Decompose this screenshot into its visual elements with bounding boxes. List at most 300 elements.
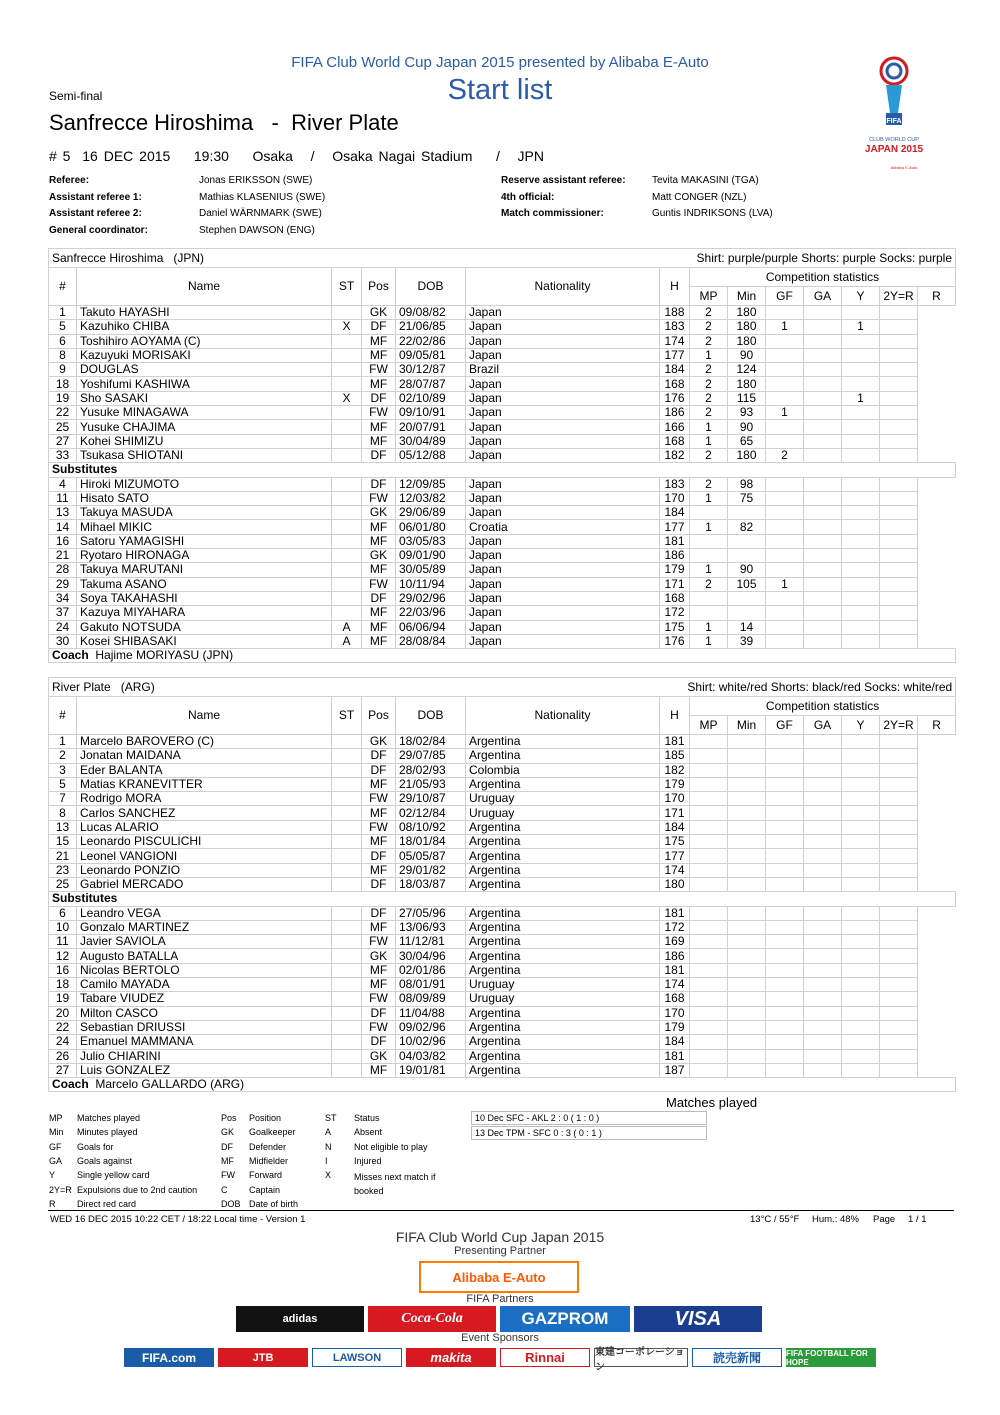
player-cell: 09/05/81 [396,348,466,362]
player-row [49,963,956,977]
player-cell: Colombia [466,763,660,777]
player-cell: Japan [466,334,660,348]
player-cell: 14 [728,620,766,634]
player-cell: 179 [660,777,690,791]
player-cell: 24 [49,620,77,634]
player-cell [842,792,880,806]
player-cell [880,520,918,534]
player-row [49,477,956,491]
player-cell: Luis GONZALEZ [77,1063,332,1077]
player-cell: Sho SASAKI [77,391,332,405]
player-cell: 181 [660,1049,690,1063]
player-cell [766,792,804,806]
player-cell: 2 [690,377,728,391]
player-cell: Emanuel MAMMANA [77,1035,332,1049]
player-cell [332,1020,362,1034]
player-row [49,406,956,420]
player-cell: 37 [49,606,77,620]
player-cell: Argentina [466,863,660,877]
player-cell [332,978,362,992]
player-cell: Camilo MAYADA [77,978,332,992]
player-cell: 27 [49,434,77,448]
player-cell [804,406,842,420]
player-cell: 168 [660,377,690,391]
player-cell [880,549,918,563]
player-cell: MF [362,534,396,548]
player-cell: Argentina [466,735,660,749]
player-cell: Jonatan MAIDANA [77,749,332,763]
player-row [49,377,956,391]
column-header-gf: GF [766,716,804,735]
player-cell: 1 [766,320,804,334]
player-cell [842,1049,880,1063]
player-cell: 11/12/81 [396,935,466,949]
player-cell: 2 [690,306,728,320]
player-cell [804,906,842,920]
player-cell: 30/04/89 [396,434,466,448]
footer-weather: 13°C / 55°F [750,1214,800,1225]
player-cell [332,992,362,1006]
player-cell [332,835,362,849]
player-cell [332,534,362,548]
player-cell: 16 [49,963,77,977]
player-cell: MF [362,1063,396,1077]
player-cell: 29 [49,577,77,591]
player-cell: 172 [660,920,690,934]
player-cell [766,806,804,820]
player-cell: Argentina [466,849,660,863]
player-cell: Takuya MASUDA [77,506,332,520]
player-cell: 1 [842,391,880,405]
player-cell: 19/01/81 [396,1063,466,1077]
player-cell [728,549,766,563]
event-sponsors-label: Event Sponsors [461,1332,539,1344]
player-cell: 174 [660,978,690,992]
player-cell [766,777,804,791]
player-cell: 174 [660,863,690,877]
player-cell [842,620,880,634]
player-row [49,1049,956,1063]
player-cell: 115 [728,391,766,405]
legend-desc: Minutes played [77,1127,138,1138]
column-header-dob: DOB [396,697,466,735]
player-cell [842,491,880,505]
player-cell: 183 [660,320,690,334]
player-cell [728,877,766,891]
coach-name: Marcelo GALLARDO (ARG) [95,1077,245,1092]
legend-desc: Midfielder [249,1155,289,1166]
player-cell: 02/12/84 [396,806,466,820]
match-stadium: Osaka Nagai Stadium [332,148,473,164]
legend-code: Pos [221,1113,237,1123]
column-header-min: Min [728,287,766,306]
player-cell: Marcelo BAROVERO (C) [77,735,332,749]
player-cell: 21 [49,849,77,863]
player-cell: 05/05/87 [396,849,466,863]
player-cell [690,820,728,834]
player-cell: 177 [660,520,690,534]
player-cell: MF [362,563,396,577]
player-cell: 14 [49,520,77,534]
coach-label: Coach [52,1077,89,1092]
player-cell: 29/06/89 [396,506,466,520]
match-date: 16 DEC 2015 [82,148,171,164]
legend-desc: Date of birth [249,1198,299,1209]
player-cell: Carlos SANCHEZ [77,806,332,820]
player-cell [880,448,918,462]
sponsor-jtb: JTB [218,1348,308,1367]
player-cell: 2 [49,749,77,763]
player-cell: 188 [660,306,690,320]
player-cell: DF [362,849,396,863]
player-cell [332,377,362,391]
column-header-pos: Pos [362,697,396,735]
player-cell [690,606,728,620]
player-row [49,391,956,405]
player-cell: MF [362,434,396,448]
player-cell [690,835,728,849]
player-cell [842,992,880,1006]
player-cell [332,591,362,605]
player-cell: 186 [660,406,690,420]
player-cell [880,820,918,834]
player-cell: Argentina [466,749,660,763]
player-cell [842,978,880,992]
player-cell [690,920,728,934]
player-cell [766,849,804,863]
player-cell: 20 [49,1006,77,1020]
legend-code: A [325,1127,332,1138]
player-cell: 180 [660,877,690,891]
player-cell [842,606,880,620]
player-cell: 166 [660,420,690,434]
player-row [49,877,956,891]
legend-desc: Position [249,1113,282,1123]
official-label: Assistant referee 1: [49,191,142,203]
player-cell [690,978,728,992]
player-cell: Japan [466,306,660,320]
player-cell [804,391,842,405]
player-cell [842,949,880,963]
player-cell: GK [362,1049,396,1063]
player-cell [842,877,880,891]
player-cell [804,634,842,648]
partner-gazprom: GAZPROM [500,1306,630,1332]
player-cell: 175 [660,620,690,634]
player-cell: 168 [660,434,690,448]
player-cell [804,348,842,362]
player-row [49,820,956,834]
player-cell: 90 [728,348,766,362]
player-cell: 8 [49,806,77,820]
player-cell: Mihael MIKIC [77,520,332,534]
player-cell: 2 [690,577,728,591]
player-cell [804,591,842,605]
player-cell [766,534,804,548]
player-cell [728,591,766,605]
player-cell [766,334,804,348]
player-cell: 6 [49,906,77,920]
player-cell: Argentina [466,920,660,934]
player-cell [804,992,842,1006]
player-cell [804,448,842,462]
player-cell [804,749,842,763]
player-cell: 177 [660,348,690,362]
player-cell: MF [362,863,396,877]
team-header [49,678,956,697]
column-header-pos: Pos [362,268,396,306]
player-cell [766,563,804,577]
player-cell: 11/04/88 [396,1006,466,1020]
player-cell [804,534,842,548]
player-row [49,506,956,520]
player-row [49,577,956,591]
player-cell [690,992,728,1006]
player-cell: 6 [49,334,77,348]
player-cell: 29/01/82 [396,863,466,877]
player-cell [880,763,918,777]
player-cell [766,949,804,963]
player-cell: Kosei SHIBASAKI [77,634,332,648]
player-cell: Argentina [466,949,660,963]
official-name: Tevita MAKASINI (TGA) [652,175,759,186]
player-cell: 28 [49,563,77,577]
player-cell: FW [362,1020,396,1034]
player-cell [842,363,880,377]
player-cell [804,320,842,334]
player-cell [332,920,362,934]
player-cell [690,1049,728,1063]
player-row [49,1020,956,1034]
player-cell: 29/07/85 [396,749,466,763]
player-cell [842,406,880,420]
player-cell [728,735,766,749]
player-cell: A [332,620,362,634]
logo-line2: JAPAN 2015 [864,144,924,155]
player-cell [728,806,766,820]
player-cell: 184 [660,506,690,520]
player-cell: Satoru YAMAGISHI [77,534,332,548]
player-cell: MF [362,978,396,992]
player-cell: MF [362,606,396,620]
column-header-h: H [660,697,690,735]
player-cell: DF [362,763,396,777]
player-cell: MF [362,334,396,348]
player-cell: 168 [660,992,690,1006]
partner-visa: VISA [634,1306,762,1332]
player-cell [880,992,918,1006]
player-cell: 30/12/87 [396,363,466,377]
official-name: Jonas ERIKSSON (SWE) [199,175,313,186]
legend-desc: Goals for [77,1141,114,1152]
player-cell: 28/08/84 [396,634,466,648]
player-cell: Japan [466,377,660,391]
player-cell [842,534,880,548]
player-cell: 186 [660,549,690,563]
sponsor-rinnai: Rinnai [500,1348,590,1367]
player-cell [880,334,918,348]
player-cell [690,792,728,806]
sponsor-makita: makita [406,1348,496,1367]
player-cell: Argentina [466,1063,660,1077]
player-cell: FW [362,992,396,1006]
player-cell: 7 [49,792,77,806]
player-cell: Japan [466,391,660,405]
player-cell [804,434,842,448]
player-cell: DF [362,477,396,491]
legend-code: ST [325,1113,337,1123]
player-cell [842,420,880,434]
player-cell: 1 [766,406,804,420]
sponsor-title: FIFA Club World Cup Japan 2015 [395,1229,605,1245]
player-cell: DF [362,749,396,763]
player-cell: Nicolas BERTOLO [77,963,332,977]
player-cell: 180 [728,306,766,320]
player-cell [804,620,842,634]
player-row [49,792,956,806]
player-cell: A [332,634,362,648]
footer-divider [48,1210,954,1211]
event-title: FIFA Club World Cup Japan 2015 presented by Alibaba E-Auto [291,54,709,71]
player-cell [880,863,918,877]
column-header-mp: MP [690,716,728,735]
player-cell [804,491,842,505]
player-cell [842,763,880,777]
player-cell [804,777,842,791]
legend-code: MF [221,1155,234,1166]
player-cell: 170 [660,491,690,505]
player-cell: MF [362,520,396,534]
player-cell [842,448,880,462]
player-cell: 16 [49,534,77,548]
footer-page: 1 / 1 [908,1214,927,1225]
player-cell: MF [362,920,396,934]
player-cell [842,749,880,763]
player-cell: 10/11/94 [396,577,466,591]
player-cell: Leonel VANGIONI [77,849,332,863]
player-cell [804,849,842,863]
player-cell [690,849,728,863]
player-cell [690,735,728,749]
player-cell: 18/02/84 [396,735,466,749]
sponsor-fifacom: FIFA.com [124,1348,214,1367]
legend-code: GK [221,1127,235,1138]
player-cell: Argentina [466,777,660,791]
player-cell [880,620,918,634]
player-cell [880,306,918,320]
player-cell: DOUGLAS [77,363,332,377]
legend-code: Min [49,1127,64,1138]
substitutes-label: Substitutes [49,892,956,906]
player-cell: 1 [766,577,804,591]
player-row [49,835,956,849]
player-cell [880,935,918,949]
player-cell: Uruguay [466,806,660,820]
player-cell: 12/09/85 [396,477,466,491]
player-cell [728,792,766,806]
player-cell [766,1006,804,1020]
legend-code: I [325,1155,328,1166]
player-cell [842,348,880,362]
player-cell: 105 [728,577,766,591]
column-header-ga: GA [804,716,842,735]
document-title: Start list [447,74,553,106]
coach-cell [49,649,956,663]
player-cell [332,477,362,491]
team-header-row [49,249,956,268]
player-cell: 1 [690,434,728,448]
player-cell: 2 [690,477,728,491]
player-cell: Argentina [466,935,660,949]
player-cell: 65 [728,434,766,448]
player-cell [766,906,804,920]
player-cell [766,863,804,877]
player-cell: 184 [660,363,690,377]
player-cell: MF [362,377,396,391]
player-cell [804,935,842,949]
player-cell [804,820,842,834]
player-cell [766,491,804,505]
player-cell: Argentina [466,877,660,891]
player-cell: Argentina [466,1006,660,1020]
player-cell: 18/03/87 [396,877,466,891]
player-cell: FW [362,935,396,949]
column-header-y: Y [842,716,880,735]
player-cell [766,591,804,605]
player-row [49,763,956,777]
player-cell [880,634,918,648]
team-kit: Shirt: purple/purple Shorts: purple Socks: purple [696,250,952,265]
player-cell [766,735,804,749]
player-cell [880,591,918,605]
player-cell: Matias KRANEVITTER [77,777,332,791]
player-cell [880,792,918,806]
player-cell [880,749,918,763]
player-cell [842,520,880,534]
player-cell [842,1063,880,1077]
legend-desc: Direct red card [77,1198,137,1209]
player-row [49,634,956,648]
player-cell [842,820,880,834]
player-cell [332,1049,362,1063]
player-cell: 2 [690,391,728,405]
player-cell [842,777,880,791]
player-row [49,949,956,963]
player-cell: Leonardo PONZIO [77,863,332,877]
player-cell [842,477,880,491]
player-cell [842,735,880,749]
player-cell: 13 [49,820,77,834]
column-header-row [49,697,956,716]
player-cell [728,534,766,548]
player-cell [880,434,918,448]
player-cell: 174 [660,334,690,348]
team-name [52,681,155,694]
column-header-st: ST [332,268,362,306]
legend-code: N [325,1141,332,1152]
player-cell [690,591,728,605]
player-cell: 12 [49,949,77,963]
player-cell [804,549,842,563]
player-cell [766,1049,804,1063]
player-cell: 23 [49,863,77,877]
player-cell: Takuya MARUTANI [77,563,332,577]
player-row [49,935,956,949]
player-cell: 185 [660,749,690,763]
player-cell [332,549,362,563]
team-header [49,249,956,268]
player-cell: 25 [49,877,77,891]
